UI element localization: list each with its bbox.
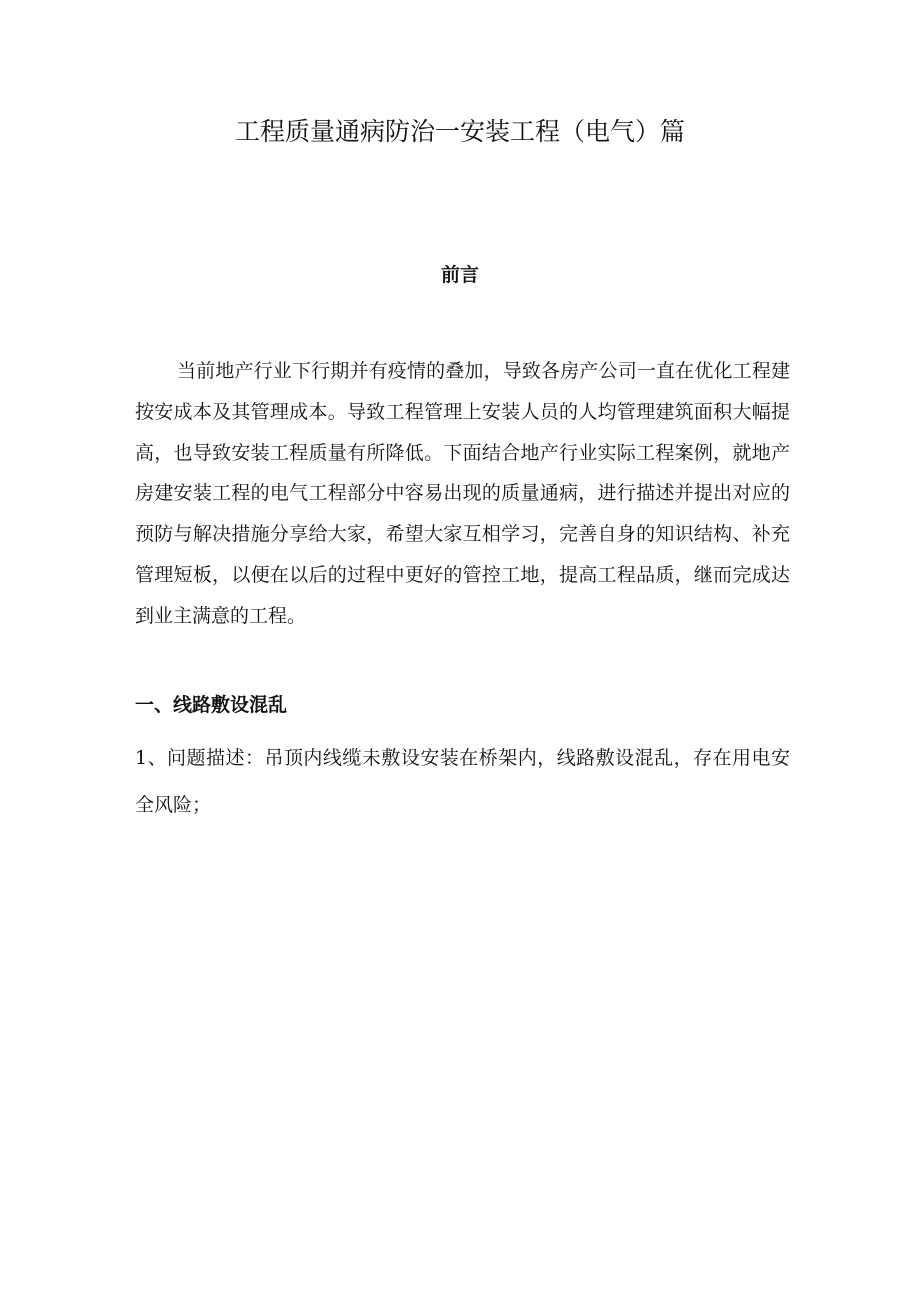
preface-paragraph: 当前地产行业下行期并有疫情的叠加，导致各房产公司一直在优化工程建按安成本及其管理成本。导致工程管理上安装人员的人均管理建筑面积大幅提高，也导致安装工程质量有所降低。下面结合地产行业实际工程案例，就地产房建安装工程的电气工程部分中容易出现的质量通病，进行描述并提出对应的预防与解决措施分享给大家，希望大家互相学习，完善自身的知识结构、补充管理短板，以便在以后的过程中更好的管控工地，提高工程品质，继而完成达到业主满意的工程。 <box>135 360 790 627</box>
problem-description-1: 1、问题描述：吊顶内线缆未敷设安装在桥架内，线路敷设混乱，存在用电安全风险； <box>135 747 790 816</box>
document-title: 工程质量通病防治一安装工程（电气）篇 <box>234 117 685 146</box>
section-heading-1: 一、线路敷设混乱 <box>135 694 288 716</box>
preface-heading: 前言 <box>440 264 479 286</box>
